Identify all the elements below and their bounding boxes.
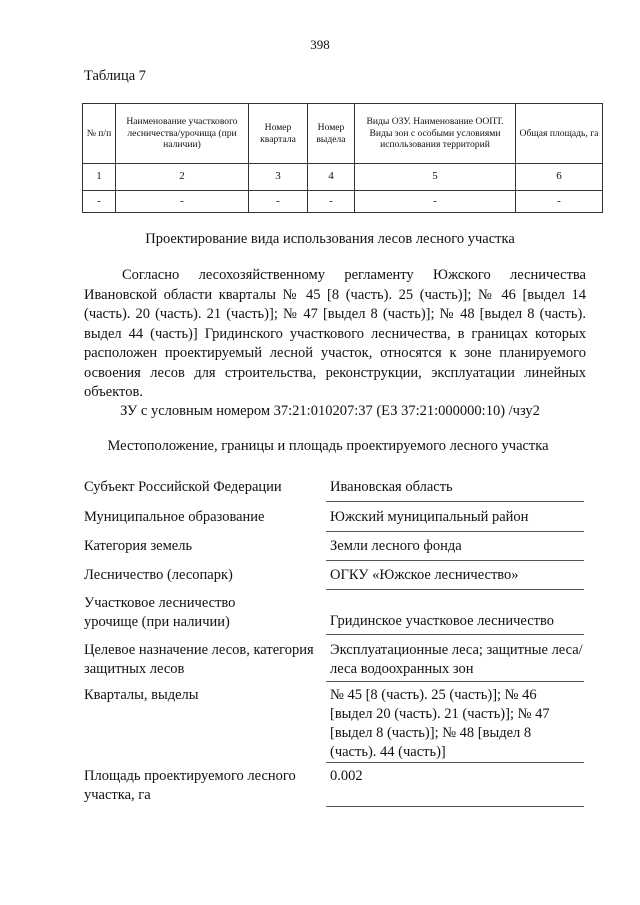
property-value-district-forestry: Гридинское участковое лесничество — [330, 613, 554, 629]
underline — [326, 501, 584, 502]
table-cell: - — [516, 191, 603, 213]
location-title: Местоположение, границы и площадь проектируемого лесного участка — [107, 438, 549, 454]
property-label-quarters: Кварталы, выделы — [84, 687, 199, 703]
header-zone-types: Виды ОЗУ. Наименование ООПТ. Виды зон с особыми условиями использования территорий — [355, 104, 516, 164]
zu-title: ЗУ с условным номером 37:21:010207:37 (ЕЗ 37:21:000000:10) /чзу2 — [120, 403, 540, 419]
underline — [326, 560, 584, 561]
property-label-municipality: Муниципальное образование — [84, 509, 265, 525]
table-cell: 3 — [249, 164, 308, 191]
underline — [326, 589, 584, 590]
underline — [326, 762, 584, 763]
table-cell: 5 — [355, 164, 516, 191]
underline — [326, 681, 584, 682]
property-label-forestry: Лесничество (лесопарк) — [84, 567, 233, 583]
section-title: Проектирование вида использования лесов лесного участка — [145, 231, 515, 247]
header-forestry-name: Наименование участкового лесничества/урочища (при наличии) — [116, 104, 249, 164]
table-cell: 4 — [308, 164, 355, 191]
table-cell: 1 — [83, 164, 116, 191]
property-label-land-category: Категория земель — [84, 538, 193, 554]
property-value-municipality: Южский муниципальный район — [330, 509, 529, 525]
table-cell: - — [83, 191, 116, 213]
table-cell: - — [116, 191, 249, 213]
header-quarter-number: Номер квартала — [249, 104, 308, 164]
table-caption: Таблица 7 — [84, 68, 147, 84]
property-value-forest-purpose: Эксплуатационные леса; защитные леса/леса водоохранных зон — [330, 642, 583, 677]
header-number: № п/п — [83, 104, 116, 164]
table-cell: - — [308, 191, 355, 213]
table-cell: - — [355, 191, 516, 213]
property-value-forestry: ОГКУ «Южское лесничество» — [330, 567, 519, 583]
underline — [326, 634, 584, 635]
paragraph-text: Согласно лесохозяйственному регламенту Южского лесничества Ивановской области кварталы № 45 [8 (часть). 25 (часть)]; № 46 [выдел 14 (часть). 20 (часть). 21 (часть)]; № 47 [выдел 8 (часть)]; № 48 [выдел 8 (часть). выдел 44 (часть)] Гридинского участкового лесничества, в границах которых расположен проектируемый лесной участок, относятся к зоне планируемого освоения лесов для строительства, реконструкции, эксплуатации линейных объектов. — [84, 267, 586, 400]
property-value-area: 0.002 — [330, 768, 363, 784]
property-label-district-forestry: Участковое лесничество урочище (при наличии) — [84, 595, 236, 630]
table-row — [83, 191, 603, 213]
property-value-land-category: Земли лесного фонда — [330, 538, 462, 554]
property-label-forest-purpose: Целевое назначение лесов, категория защитных лесов — [84, 642, 314, 677]
underline — [326, 806, 584, 807]
regulation-paragraph — [84, 266, 586, 403]
page-number: 398 — [310, 37, 330, 52]
property-label-area: Площадь проектируемого лесного участка, га — [84, 768, 296, 803]
property-value-subject: Ивановская область — [330, 479, 453, 495]
header-allotment-number: Номер выдела — [308, 104, 355, 164]
property-value-quarters: № 45 [8 (часть). 25 (часть)]; № 46 [выдел 20 (часть). 21 (часть)]; № 47 [выдел 8 (часть)]; № 48 [выдел 8 (часть). 44 (часть)] — [330, 687, 550, 760]
property-label-subject: Субъект Российской Федерации — [84, 479, 282, 495]
header-total-area: Общая площадь, га — [516, 104, 603, 164]
underline — [326, 531, 584, 532]
table-column-numbers-row — [83, 164, 603, 191]
table-cell: - — [249, 191, 308, 213]
table-cell: 2 — [116, 164, 249, 191]
table-header-row — [83, 104, 603, 164]
table-7 — [82, 103, 603, 213]
table-cell: 6 — [516, 164, 603, 191]
